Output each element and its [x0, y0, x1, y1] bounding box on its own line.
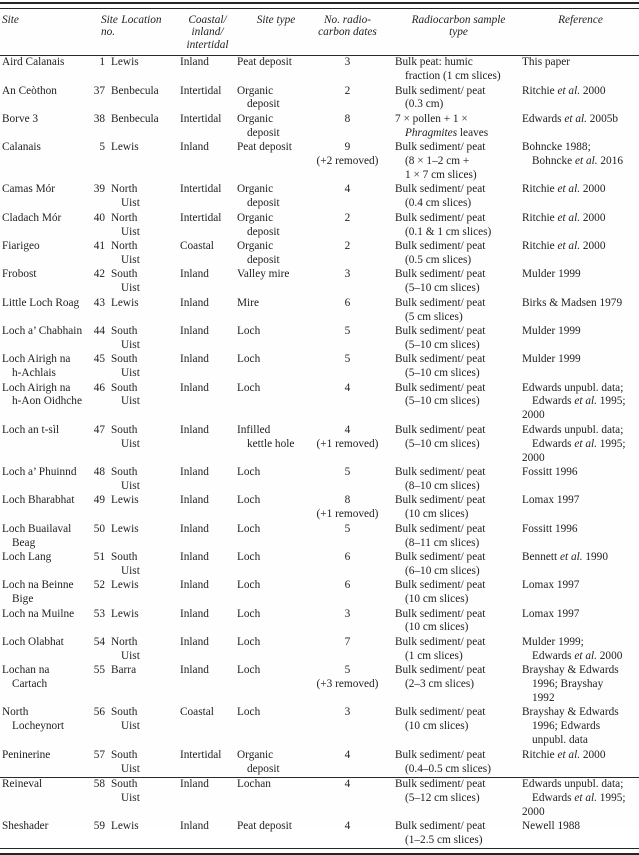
cell-sample-type: Bulk sediment/ peat (5–10 cm slices)	[395, 353, 486, 380]
cell-location: North Uist	[111, 183, 140, 210]
table-row	[0, 749, 639, 778]
cell-num-dates: 2	[344, 84, 351, 97]
cell-site-type: Lochan	[237, 777, 315, 820]
cell-reference: Fossitt 1996	[522, 466, 578, 478]
cell-site: Frobost	[2, 268, 37, 281]
cell-location: North Uist	[111, 240, 140, 266]
cell-reference: Newell 1988	[522, 820, 581, 833]
table-row	[0, 113, 639, 141]
cell-zone: Intertidal	[180, 183, 222, 196]
cell-reference: Mulder 1999	[522, 353, 581, 366]
cell-num-dates: 6	[344, 579, 351, 592]
cell-num-dates: 3	[344, 706, 351, 719]
table-row	[0, 706, 639, 748]
table-body	[0, 56, 639, 849]
cell-zone: Coastal	[180, 706, 214, 719]
cell-site-type: Loch	[237, 550, 261, 563]
cell-reference: Ritchie et al. 2000	[522, 183, 606, 196]
cell-num-dates: 3	[344, 56, 351, 69]
table-row	[0, 466, 639, 494]
cell-num-dates: 5	[344, 353, 351, 366]
cell-sample-type: Bulk sediment/ peat (0.1 & 1 cm slices)	[395, 211, 492, 238]
cell-num-dates: 5 (+3 removed)	[316, 664, 379, 691]
cell-site-no: 54	[93, 635, 105, 648]
cell-site: Camas Mór	[2, 183, 56, 196]
cell-site-no: 38	[93, 112, 105, 125]
cell-site-no: 43	[93, 296, 105, 309]
cell-site: Lochan na Cartach	[2, 664, 50, 691]
cell-site-no: 46	[93, 381, 105, 394]
cell-reference: Brayshay & Edwards 1996; Edwards unpubl. data	[522, 706, 619, 747]
cell-site-type: Organic deposit	[237, 112, 280, 139]
radiocarbon-sites-table	[0, 9, 639, 848]
cell-site-no: 53	[93, 607, 105, 620]
cell-location: South Uist	[111, 353, 140, 380]
cell-sample-type: Bulk sediment/ peat (10 cm slices)	[395, 579, 486, 606]
cell-sample-type: Bulk sediment/ peat (6–10 cm slices)	[395, 550, 486, 577]
table-row	[0, 382, 639, 424]
cell-sample-type: Bulk sediment/ peat (1–2.5 cm slices)	[395, 820, 486, 847]
cell-reference: Mulder 1999	[522, 268, 581, 281]
cell-location: Lewis	[111, 522, 139, 535]
cell-site-no: 56	[93, 706, 105, 719]
cell-zone: Inland	[180, 466, 209, 478]
cell-sample-type: Bulk sediment/ peat (8–10 cm slices)	[395, 466, 486, 492]
cell-reference: Mulder 1999; Edwards et al. 2000	[522, 635, 623, 662]
cell-site-no: 59	[93, 820, 105, 833]
cell-sample-type: Bulk peat: humic fraction (1 cm slices)	[395, 56, 501, 83]
cell-sample-type: Bulk sediment/ peat (0.4 cm slices)	[395, 183, 486, 210]
cell-site-no: 44	[93, 324, 105, 337]
table-row	[0, 523, 639, 551]
table-row	[0, 56, 639, 85]
table-row	[0, 268, 639, 296]
cell-reference: Mulder 1999	[522, 324, 581, 337]
cell-location: Barra	[111, 664, 137, 677]
cell-num-dates: 6	[344, 550, 351, 563]
column-header-sample-type: Radiocarbon sample type	[380, 9, 522, 56]
table-header	[0, 9, 639, 56]
cell-location: Lewis	[111, 607, 139, 620]
cell-zone: Coastal	[180, 240, 214, 252]
cell-sample-type: Bulk sediment/ peat (0.5 cm slices)	[395, 240, 486, 266]
cell-zone: Inland	[180, 381, 209, 394]
cell-zone: Inland	[180, 141, 209, 154]
cell-reference: Fossitt 1996	[522, 522, 578, 535]
cell-zone: Inland	[180, 607, 209, 620]
cell-num-dates: 8 (+1 removed)	[316, 494, 379, 521]
cell-reference: Lomax 1997	[522, 607, 580, 620]
cell-zone: Inland	[180, 324, 209, 337]
cell-sample-type: Bulk sediment/ peat (2–3 cm slices)	[395, 664, 486, 691]
cell-zone: Inland	[180, 296, 209, 309]
cell-site-type: Peat deposit	[237, 141, 292, 154]
cell-sample-type: Bulk sediment/ peat (10 cm slices)	[395, 607, 486, 634]
cell-location: Lewis	[111, 56, 139, 69]
cell-reference: Ritchie et al. 2000	[522, 240, 606, 252]
cell-site-type: Loch	[237, 706, 261, 719]
table-row	[0, 353, 639, 381]
cell-location: Lewis	[111, 820, 139, 833]
cell-site-no: 45	[93, 353, 105, 366]
cell-location: Lewis	[111, 494, 139, 507]
cell-location: South Uist	[111, 748, 140, 775]
cell-sample-type: Bulk sediment/ peat (10 cm slices)	[395, 494, 486, 521]
cell-site: Loch Olabhat	[2, 635, 64, 648]
cell-site-no: 47	[93, 423, 105, 436]
cell-site-no: 5	[99, 141, 105, 154]
cell-site-type: Mire	[237, 296, 259, 309]
table-row	[0, 636, 639, 664]
header-row	[0, 9, 639, 56]
cell-zone: Inland	[180, 268, 209, 281]
cell-site: Borve 3	[2, 112, 39, 125]
cell-sample-type: 7 × pollen + 1 × Phragmites leaves	[395, 112, 489, 139]
cell-zone: Inland	[180, 353, 209, 366]
cell-sample-type: Bulk sediment/ peat (8–11 cm slices)	[395, 522, 486, 549]
cell-num-dates: 6	[344, 296, 351, 309]
cell-reference: Bennett et al. 1990	[522, 550, 608, 563]
cell-site-no: 50	[93, 522, 105, 535]
table-row	[0, 297, 639, 325]
table-row	[0, 424, 639, 466]
cell-sample-type: Bulk sediment/ peat (10 cm slices)	[395, 706, 486, 733]
cell-sample-type: Bulk sediment/ peat (5–10 cm slices)	[395, 381, 486, 408]
cell-reference: Ritchie et al. 2000	[522, 211, 606, 224]
cell-sample-type: Bulk sediment/ peat (1 cm slices)	[395, 635, 486, 662]
cell-location: South Uist	[111, 466, 140, 492]
table-row	[0, 579, 639, 607]
cell-site-type: Loch	[237, 664, 261, 677]
column-header-site-no: Site no.	[92, 9, 105, 56]
cell-site-type: Peat deposit	[237, 820, 292, 833]
cell-site-type: Loch	[237, 466, 261, 478]
cell-site: Loch na Beinne Bige	[2, 579, 74, 606]
cell-site: Loch Bharabhat	[2, 494, 75, 507]
cell-zone: Inland	[180, 579, 209, 592]
cell-location: Lewis	[111, 579, 139, 592]
table-bottom-rule	[0, 848, 639, 855]
cell-site-type: Loch	[237, 607, 261, 620]
cell-location: North Uist	[111, 211, 140, 238]
cell-num-dates: 4 (+1 removed)	[316, 423, 379, 450]
cell-location: Lewis	[111, 296, 139, 309]
cell-reference: Lomax 1997	[522, 579, 580, 592]
cell-num-dates: 2	[344, 211, 351, 224]
table-row	[0, 608, 639, 636]
cell-num-dates: 2	[344, 240, 351, 252]
column-header-num-dates: No. radio- carbon dates	[315, 9, 380, 56]
cell-site-no: 49	[93, 494, 105, 507]
cell-zone: Inland	[180, 820, 209, 833]
table-row	[0, 551, 639, 579]
cell-site-type: Organic deposit	[237, 748, 280, 775]
cell-site: Fiarigeo	[2, 240, 40, 252]
cell-sample-type: Bulk sediment/ peat (5–12 cm slices)	[380, 777, 522, 820]
column-header-zone: Coastal/ inland/ intertidal	[178, 9, 237, 56]
cell-site-type: Loch	[237, 381, 261, 394]
table-row	[0, 240, 639, 268]
cell-reference: Edwards unpubl. data; Edwards et al. 1995; 2000	[522, 777, 639, 820]
cell-num-dates: 4	[344, 381, 351, 394]
column-header-location: Location	[105, 9, 178, 56]
cell-site: Loch a’ Chabhain	[2, 324, 83, 337]
cell-site: Loch Airigh na h-Achlais	[2, 353, 71, 380]
cell-location: Benbecula	[111, 112, 159, 125]
cell-site-type: Loch	[237, 635, 261, 648]
cell-location: South Uist	[105, 777, 178, 820]
cell-num-dates: 7	[344, 635, 351, 648]
cell-location: South Uist	[111, 381, 140, 408]
cell-reference: Lomax 1997	[522, 494, 580, 507]
cell-reference: Birks & Madsen 1979	[522, 296, 623, 309]
cell-zone: Inland	[178, 777, 237, 820]
table-top-rule	[0, 2, 639, 9]
cell-location: Lewis	[111, 141, 139, 154]
table-row	[0, 494, 639, 522]
cell-site-no: 51	[93, 550, 105, 563]
cell-site-no: 37	[93, 84, 105, 97]
cell-location: North Uist	[111, 635, 140, 662]
cell-site-no: 40	[93, 211, 105, 224]
cell-reference: This paper	[522, 56, 570, 69]
cell-location: South Uist	[111, 268, 140, 295]
cell-site: Loch Airigh na h-Aon Oidhche	[2, 381, 82, 408]
cell-zone: Inland	[180, 635, 209, 648]
cell-num-dates: 5	[344, 466, 351, 478]
cell-zone: Intertidal	[180, 112, 222, 125]
cell-location: South Uist	[111, 550, 140, 577]
cell-site-no: 55	[93, 664, 105, 677]
cell-site: Aird Calanais	[2, 56, 65, 69]
cell-site: Peninerine	[2, 748, 51, 761]
cell-location: South Uist	[111, 324, 140, 351]
cell-site-no: 52	[93, 579, 105, 592]
cell-site: Loch Lang	[2, 550, 52, 563]
cell-site-no: 48	[93, 466, 105, 478]
cell-site-no: 42	[93, 268, 105, 281]
cell-num-dates: 5	[344, 522, 351, 535]
cell-zone: Inland	[180, 664, 209, 677]
cell-site-type: Organic deposit	[237, 183, 280, 210]
cell-sample-type: Bulk sediment/ peat (8 × 1–2 cm + 1 × 7 cm slices)	[395, 141, 486, 181]
cell-num-dates: 4	[344, 183, 351, 196]
cell-reference: Bohncke 1988; Bohncke et al. 2016	[522, 141, 623, 168]
column-header-site: Site	[0, 9, 92, 56]
table-row	[0, 777, 639, 820]
cell-reference: Ritchie et al. 2000	[522, 748, 606, 761]
cell-sample-type: Bulk sediment/ peat (0.4–0.5 cm slices)	[395, 748, 491, 775]
cell-site: Calanais	[2, 141, 41, 154]
cell-site-type: Infilled kettle hole	[237, 423, 295, 450]
cell-site: Loch na Muilne	[2, 607, 75, 620]
cell-site-type: Loch	[237, 579, 261, 592]
cell-reference: Edwards unpubl. data; Edwards et al. 1995; 2000	[522, 381, 626, 422]
cell-sample-type: Bulk sediment/ peat (5–10 cm slices)	[395, 268, 486, 295]
cell-site-type: Loch	[237, 494, 261, 507]
cell-num-dates: 4	[315, 777, 380, 820]
cell-sample-type: Bulk sediment/ peat (0.3 cm)	[395, 84, 486, 111]
cell-site-no: 41	[93, 240, 105, 252]
cell-site-type: Organic deposit	[237, 84, 280, 111]
cell-site-type: Peat deposit	[237, 56, 292, 69]
cell-site: Loch Buailaval Beag	[2, 522, 72, 549]
column-header-reference: Reference	[522, 9, 639, 56]
cell-reference: Edwards unpubl. data; Edwards et al. 1995; 2000	[522, 423, 626, 464]
cell-reference: Ritchie et al. 2000	[522, 84, 606, 97]
cell-site-no: 39	[93, 183, 105, 196]
cell-site: Loch a’ Phuinnd	[2, 466, 77, 478]
cell-zone: Intertidal	[180, 748, 222, 761]
cell-zone: Inland	[180, 56, 209, 69]
cell-site: An Ceòthon	[2, 84, 57, 97]
cell-num-dates: 4	[344, 748, 351, 761]
cell-sample-type: Bulk sediment/ peat (5–10 cm slices)	[395, 423, 486, 450]
cell-reference: Edwards et al. 2005b	[522, 112, 619, 125]
table-row	[0, 820, 639, 848]
table-row	[0, 212, 639, 240]
cell-site: Sheshader	[2, 820, 49, 833]
cell-zone: Inland	[180, 494, 209, 507]
cell-site: North Locheynort	[2, 706, 65, 733]
table-row	[0, 325, 639, 353]
cell-site-type: Loch	[237, 324, 261, 337]
table-row	[0, 664, 639, 706]
cell-location: South Uist	[111, 423, 140, 450]
cell-site-type: Organic deposit	[237, 211, 280, 238]
cell-zone: Inland	[180, 522, 209, 535]
cell-num-dates: 8	[344, 112, 351, 125]
cell-site-type: Loch	[237, 353, 261, 366]
cell-site-no: 1	[99, 56, 105, 69]
cell-site: Reineval	[0, 777, 92, 820]
cell-num-dates: 9 (+2 removed)	[316, 141, 379, 168]
cell-num-dates: 4	[344, 820, 351, 833]
cell-num-dates: 5	[344, 324, 351, 337]
column-header-site-type: Site type	[237, 9, 315, 56]
cell-sample-type: Bulk sediment/ peat (5 cm slices)	[395, 296, 486, 323]
cell-zone: Intertidal	[180, 84, 222, 97]
cell-num-dates: 3	[344, 268, 351, 281]
cell-site-type: Loch	[237, 522, 261, 535]
table-row	[0, 141, 639, 183]
cell-reference: Brayshay & Edwards 1996; Brayshay 1992	[522, 664, 619, 704]
cell-num-dates: 3	[344, 607, 351, 620]
cell-site-type: Organic deposit	[237, 240, 280, 266]
cell-sample-type: Bulk sediment/ peat (5–10 cm slices)	[395, 324, 486, 351]
cell-zone: Inland	[180, 423, 209, 436]
cell-site: Loch an t-sìl	[2, 423, 60, 436]
cell-site-no: 57	[93, 748, 105, 761]
cell-location: South Uist	[111, 706, 140, 733]
cell-zone: Inland	[180, 550, 209, 563]
cell-site-type: Valley mire	[237, 268, 290, 281]
cell-location: Benbecula	[111, 84, 159, 97]
cell-site-no: 58	[92, 777, 105, 820]
table-row	[0, 85, 639, 113]
cell-site: Little Loch Roag	[2, 296, 80, 309]
cell-site: Cladach Mór	[2, 211, 62, 224]
table-row	[0, 183, 639, 211]
cell-zone: Intertidal	[180, 211, 222, 224]
